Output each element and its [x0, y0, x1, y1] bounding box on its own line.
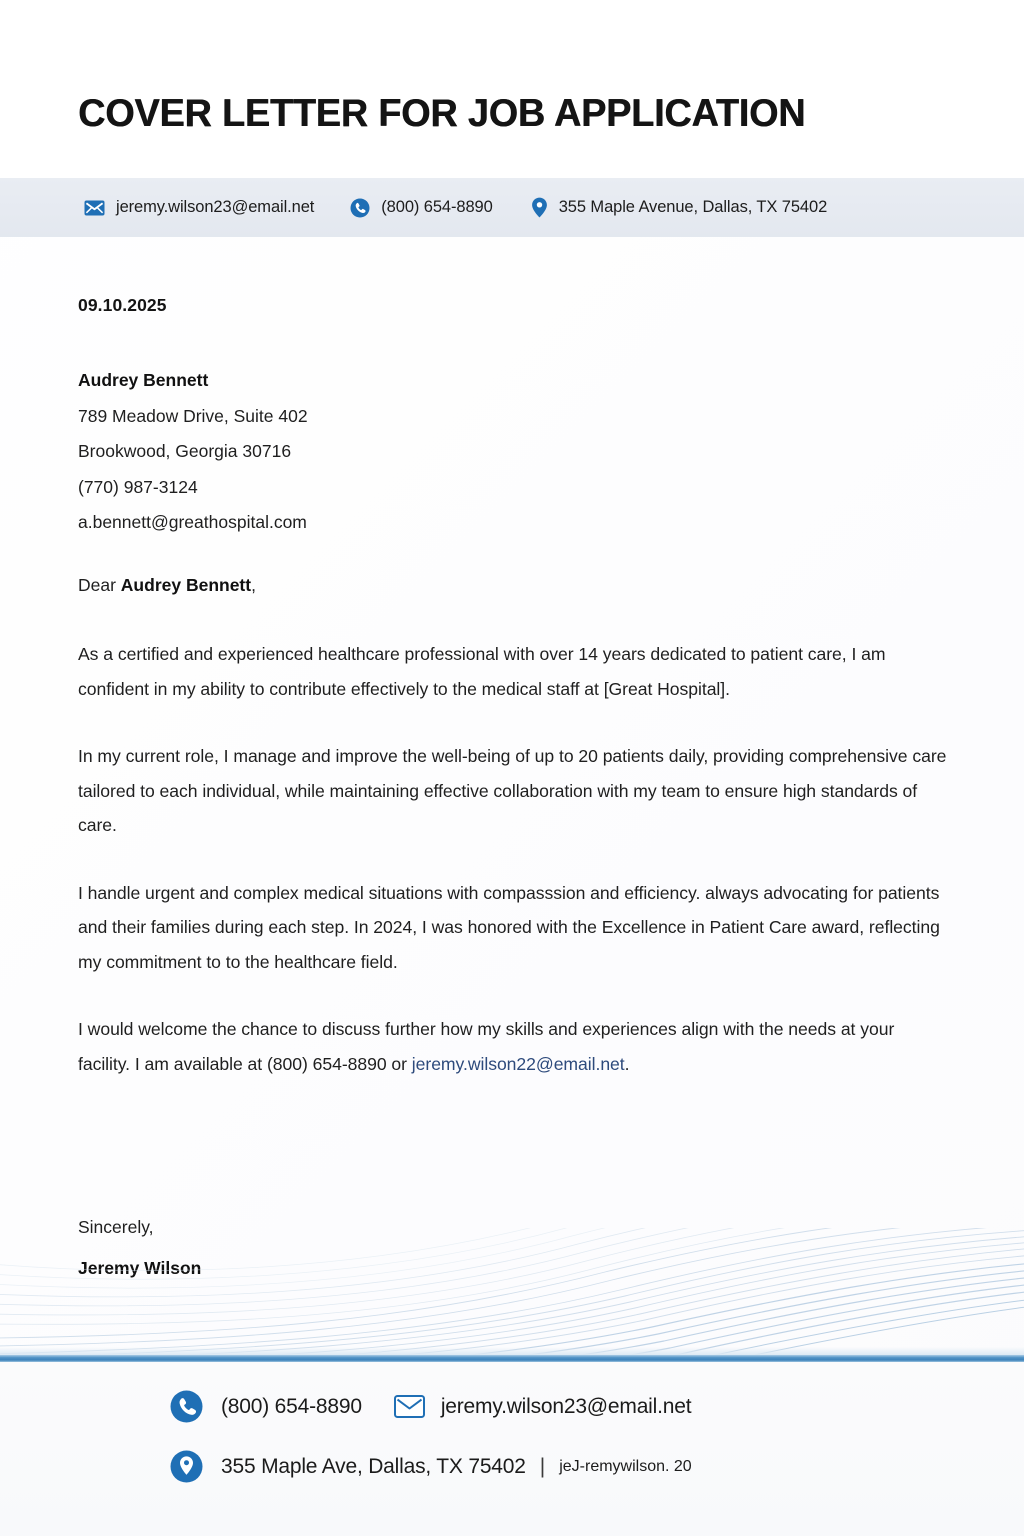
header-email-text: jeremy.wilson23@email.net [116, 198, 315, 216]
footer-phone-text: (800) 654-8890 [221, 1394, 362, 1418]
signer-name: Jeremy Wilson [78, 1258, 202, 1278]
inline-email-link[interactable]: jeremy.wilson22@email.net [411, 1053, 625, 1074]
footer-email-item[interactable] [394, 1395, 692, 1419]
location-pin-icon [531, 197, 548, 218]
location-pin-circle-icon [170, 1450, 203, 1483]
salutation-prefix: Dear [78, 575, 121, 595]
letter-body [0, 237, 1024, 1361]
header-address-item[interactable] [531, 197, 827, 218]
salutation-name: Audrey Bennett [120, 575, 252, 595]
phone-circle-icon [170, 1390, 203, 1423]
footer-row-secondary [170, 1450, 692, 1483]
page-footer [0, 1362, 1024, 1536]
recipient-phone: (770) 987-3124 [78, 476, 198, 497]
phone-icon [350, 198, 370, 218]
footer-divider [0, 1355, 1024, 1362]
footer-separator: | [539, 1454, 546, 1478]
paragraph-4-before-link: I would welcome the chance to discuss further how my skills and experiences align with the needs at your facility. I am available at (800) 654-8890 or [78, 1019, 895, 1074]
paragraph-1: As a certified and experienced healthcare professional with over 14 years dedicated to patient care, I am confident in my ability to contribute effectively to the medical staff at [Great Hospital]. [78, 644, 886, 699]
header-phone-text: (800) 654-8890 [381, 198, 493, 216]
footer-handle-text: jeJ-remywilson. 20 [559, 1457, 692, 1475]
header-address-text: 355 Maple Avenue, Dallas, TX 75402 [558, 198, 828, 216]
header-phone-item[interactable] [350, 198, 492, 218]
recipient-block [78, 363, 308, 541]
paragraph-4 [78, 1012, 950, 1081]
salutation [78, 575, 256, 596]
paragraph-4-after-link: . [624, 1053, 630, 1074]
footer-phone-item[interactable] [170, 1390, 362, 1423]
paragraph-2: In my current role, I manage and improve the well-being of up to 20 patients daily, providing comprehensive care tailored to each individual, while maintaining effective collaboration with my team to ensure high standards of care. [78, 746, 947, 835]
paragraph-3: I handle urgent and complex medical situations with compasssion and efficiency. always advocating for patients and their families during each step. In 2024, I was honored with the Excellence in Patient Care award, reflecting my commitment to to the healthcare field. [78, 882, 940, 972]
page-title: COVER LETTER FOR JOB APPLICATION [78, 92, 806, 135]
recipient-street: 789 Meadow Drive, Suite 402 [78, 405, 308, 426]
divider-glow [0, 1347, 1024, 1355]
signoff-block [78, 1207, 201, 1289]
letter-date: 09.10.2025 [78, 295, 167, 315]
footer-address-item[interactable] [170, 1450, 526, 1483]
signoff-text: Sincerely, [78, 1217, 154, 1237]
recipient-email: a.bennett@greathospital.com [78, 512, 307, 532]
recipient-city-state-zip: Brookwood, Georgia 30716 [78, 441, 292, 461]
footer-email-text: jeremy.wilson23@email.net [440, 1394, 692, 1418]
envelope-icon [394, 1395, 425, 1418]
recipient-name: Audrey Bennett [78, 370, 209, 390]
letter-paragraphs [78, 637, 950, 1081]
header-contact-bar [0, 178, 1024, 237]
header-email-item[interactable] [84, 198, 314, 217]
footer-address-text: 355 Maple Ave, Dallas, TX 75402 [221, 1454, 526, 1478]
salutation-suffix: , [251, 575, 256, 595]
envelope-icon [84, 200, 105, 216]
footer-row-primary [170, 1390, 691, 1423]
title-area [0, 0, 1024, 178]
